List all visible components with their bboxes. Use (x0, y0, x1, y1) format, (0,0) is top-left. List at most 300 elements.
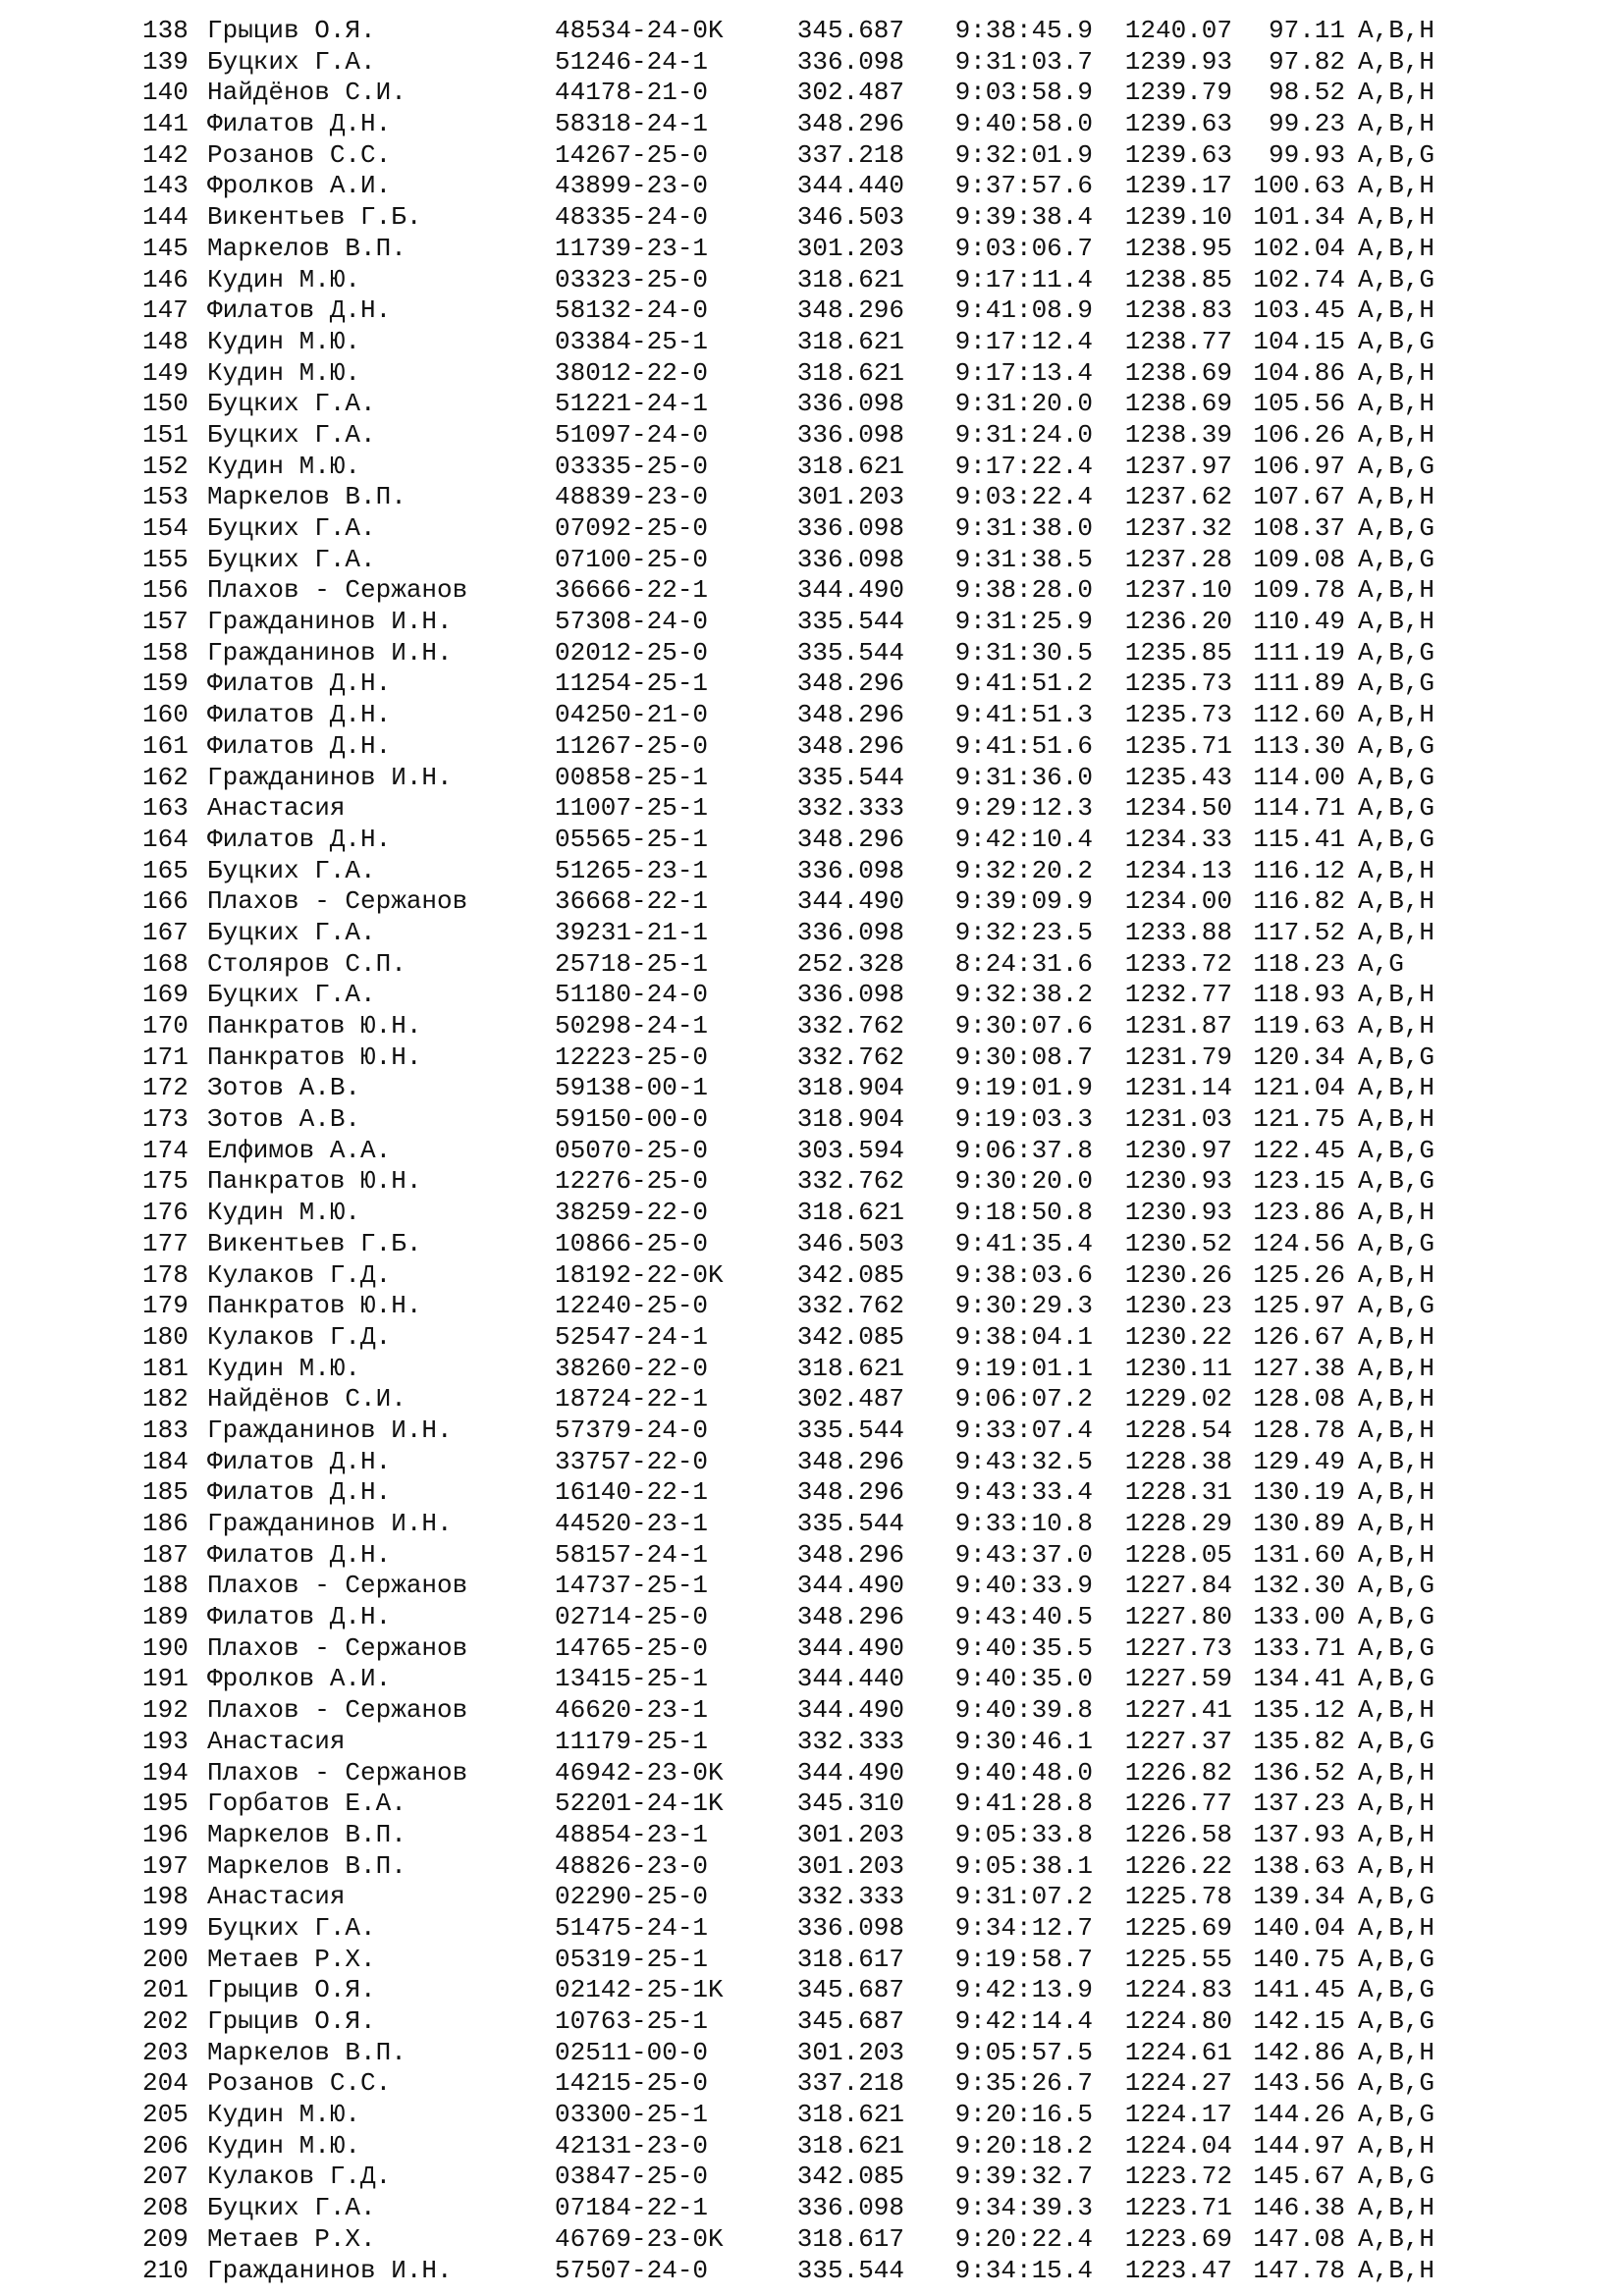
speed-cell: 1239.79 (1124, 78, 1232, 108)
distance-cell: 348.296 (796, 1446, 904, 1476)
distance-cell: 303.594 (796, 1135, 904, 1165)
ring-number-cell: 16140-22-1 (555, 1477, 709, 1508)
coefficient-cell: 121.75 (1253, 1104, 1345, 1135)
fancier-name-cell: Гражданинов И.Н. (207, 762, 453, 792)
distance-cell: 336.098 (796, 855, 904, 885)
distance-cell: 344.490 (796, 1632, 904, 1663)
speed-cell: 1224.17 (1124, 2100, 1232, 2130)
category-flags-cell: A,B,H (1358, 1819, 1435, 1849)
ring-number-cell: 43899-23-0 (555, 171, 709, 201)
fancier-name-cell: Плахов - Сержанов (207, 886, 468, 917)
distance-cell: 345.687 (796, 2006, 904, 2036)
distance-cell: 302.487 (796, 1384, 904, 1415)
place-cell: 178 (142, 1259, 189, 1290)
coefficient-cell: 102.04 (1253, 233, 1345, 263)
coefficient-cell: 109.78 (1253, 575, 1345, 606)
speed-cell: 1231.79 (1124, 1041, 1232, 1072)
coefficient-cell: 99.93 (1268, 139, 1345, 170)
place-cell: 181 (142, 1353, 189, 1383)
speed-cell: 1227.41 (1124, 1695, 1232, 1726)
arrival-time-cell: 9:39:09.9 (954, 886, 1093, 917)
category-flags-cell: A,B,H (1358, 2223, 1435, 2254)
category-flags-cell: A,B,H (1358, 1757, 1435, 1788)
arrival-time-cell: 9:17:22.4 (954, 451, 1093, 481)
speed-cell: 1227.73 (1124, 1632, 1232, 1663)
coefficient-cell: 138.63 (1253, 1850, 1345, 1881)
distance-cell: 348.296 (796, 668, 904, 699)
fancier-name-cell: Кулаков Г.Д. (207, 1321, 392, 1352)
speed-cell: 1239.63 (1124, 139, 1232, 170)
coefficient-cell: 115.41 (1253, 824, 1345, 854)
coefficient-cell: 125.97 (1253, 1291, 1345, 1321)
ring-number-cell: 02511-00-0 (555, 2037, 709, 2067)
ring-number-cell: 05070-25-0 (555, 1135, 709, 1165)
ring-number-cell: 51097-24-0 (555, 419, 709, 450)
place-cell: 153 (142, 482, 189, 512)
place-cell: 199 (142, 1912, 189, 1943)
category-flags-cell: A,B,H (1358, 1789, 1435, 1819)
coefficient-cell: 121.04 (1253, 1073, 1345, 1103)
fancier-name-cell: Кудин М.Ю. (207, 2130, 361, 2161)
fancier-name-cell: Викентьев Г.Б. (207, 202, 422, 233)
fancier-name-cell: Найдёнов С.И. (207, 78, 406, 108)
arrival-time-cell: 9:05:33.8 (954, 1819, 1093, 1849)
place-cell: 170 (142, 1011, 189, 1041)
speed-cell: 1230.97 (1124, 1135, 1232, 1165)
arrival-time-cell: 9:41:35.4 (954, 1228, 1093, 1258)
place-cell: 142 (142, 139, 189, 170)
fancier-name-cell: Кудин М.Ю. (207, 357, 361, 388)
coefficient-cell: 100.63 (1253, 171, 1345, 201)
coefficient-cell: 106.26 (1253, 419, 1345, 450)
ring-number-cell: 52201-24-1K (555, 1789, 724, 1819)
speed-cell: 1225.55 (1124, 1944, 1232, 1974)
ring-number-cell: 03300-25-1 (555, 2100, 709, 2130)
place-cell: 187 (142, 1539, 189, 1570)
category-flags-cell: A,B,G (1358, 264, 1435, 294)
category-flags-cell: A,B,H (1358, 2037, 1435, 2067)
distance-cell: 336.098 (796, 389, 904, 419)
coefficient-cell: 110.49 (1253, 607, 1345, 637)
speed-cell: 1228.54 (1124, 1415, 1232, 1445)
category-flags-cell: A,B,G (1358, 1726, 1435, 1756)
place-cell: 206 (142, 2130, 189, 2161)
speed-cell: 1232.77 (1124, 980, 1232, 1010)
speed-cell: 1238.83 (1124, 295, 1232, 326)
ring-number-cell: 46620-23-1 (555, 1695, 709, 1726)
distance-cell: 348.296 (796, 1602, 904, 1632)
place-cell: 168 (142, 948, 189, 979)
speed-cell: 1235.43 (1124, 762, 1232, 792)
place-cell: 143 (142, 171, 189, 201)
ring-number-cell: 11179-25-1 (555, 1726, 709, 1756)
coefficient-cell: 118.23 (1253, 948, 1345, 979)
ring-number-cell: 25718-25-1 (555, 948, 709, 979)
place-cell: 145 (142, 233, 189, 263)
place-cell: 197 (142, 1850, 189, 1881)
coefficient-cell: 128.78 (1253, 1415, 1345, 1445)
ring-number-cell: 52547-24-1 (555, 1321, 709, 1352)
speed-cell: 1225.69 (1124, 1912, 1232, 1943)
coefficient-cell: 139.34 (1253, 1882, 1345, 1912)
speed-cell: 1227.37 (1124, 1726, 1232, 1756)
speed-cell: 1234.00 (1124, 886, 1232, 917)
distance-cell: 337.218 (796, 2068, 904, 2099)
place-cell: 149 (142, 357, 189, 388)
category-flags-cell: A,B,G (1358, 762, 1435, 792)
ring-number-cell: 14215-25-0 (555, 2068, 709, 2099)
speed-cell: 1223.72 (1124, 2162, 1232, 2192)
ring-number-cell: 58318-24-1 (555, 109, 709, 139)
fancier-name-cell: Розанов С.С. (207, 2068, 392, 2099)
speed-cell: 1238.39 (1124, 419, 1232, 450)
distance-cell: 318.621 (796, 2100, 904, 2130)
fancier-name-cell: Маркелов В.П. (207, 1819, 406, 1849)
fancier-name-cell: Гражданинов И.Н. (207, 637, 453, 667)
ring-number-cell: 38260-22-0 (555, 1353, 709, 1383)
category-flags-cell: A,B,G (1358, 1882, 1435, 1912)
category-flags-cell: A,B,H (1358, 419, 1435, 450)
fancier-name-cell: Плахов - Сержанов (207, 1571, 468, 1601)
arrival-time-cell: 9:40:35.0 (954, 1664, 1093, 1694)
fancier-name-cell: Плахов - Сержанов (207, 1695, 468, 1726)
arrival-time-cell: 9:34:39.3 (954, 2193, 1093, 2223)
ring-number-cell: 33757-22-0 (555, 1446, 709, 1476)
place-cell: 147 (142, 295, 189, 326)
place-cell: 186 (142, 1509, 189, 1538)
category-flags-cell: A,B,H (1358, 1850, 1435, 1881)
coefficient-cell: 111.19 (1253, 637, 1345, 667)
coefficient-cell: 105.56 (1253, 389, 1345, 419)
arrival-time-cell: 9:41:51.2 (954, 668, 1093, 699)
place-cell: 196 (142, 1819, 189, 1849)
distance-cell: 318.617 (796, 1944, 904, 1974)
category-flags-cell: A,B,H (1358, 1539, 1435, 1570)
arrival-time-cell: 9:30:07.6 (954, 1011, 1093, 1041)
fancier-name-cell: Гражданинов И.Н. (207, 1509, 453, 1538)
place-cell: 144 (142, 202, 189, 233)
ring-number-cell: 11267-25-0 (555, 730, 709, 761)
speed-cell: 1239.93 (1124, 46, 1232, 77)
fancier-name-cell: Маркелов В.П. (207, 1850, 406, 1881)
speed-cell: 1230.93 (1124, 1166, 1232, 1197)
arrival-time-cell: 9:31:03.7 (954, 46, 1093, 77)
place-cell: 195 (142, 1789, 189, 1819)
distance-cell: 301.203 (796, 482, 904, 512)
fancier-name-cell: Грыцив О.Я. (207, 2006, 376, 2036)
distance-cell: 318.621 (796, 2130, 904, 2161)
ring-number-cell: 51221-24-1 (555, 389, 709, 419)
category-flags-cell: A,B,H (1358, 1104, 1435, 1135)
ring-number-cell: 07100-25-0 (555, 544, 709, 574)
distance-cell: 344.490 (796, 1571, 904, 1601)
ring-number-cell: 07092-25-0 (555, 513, 709, 543)
arrival-time-cell: 9:19:01.9 (954, 1073, 1093, 1103)
speed-cell: 1238.69 (1124, 357, 1232, 388)
speed-cell: 1231.14 (1124, 1073, 1232, 1103)
ring-number-cell: 48839-23-0 (555, 482, 709, 512)
speed-cell: 1228.31 (1124, 1477, 1232, 1508)
arrival-time-cell: 9:30:29.3 (954, 1291, 1093, 1321)
arrival-time-cell: 9:32:38.2 (954, 980, 1093, 1010)
place-cell: 191 (142, 1664, 189, 1694)
distance-cell: 335.544 (796, 637, 904, 667)
speed-cell: 1239.10 (1124, 202, 1232, 233)
category-flags-cell: A,G (1358, 948, 1404, 979)
speed-cell: 1224.80 (1124, 2006, 1232, 2036)
speed-cell: 1226.77 (1124, 1789, 1232, 1819)
fancier-name-cell: Горбатов Е.А. (207, 1789, 406, 1819)
coefficient-cell: 130.89 (1253, 1509, 1345, 1538)
speed-cell: 1237.28 (1124, 544, 1232, 574)
place-cell: 184 (142, 1446, 189, 1476)
category-flags-cell: A,B,H (1358, 2193, 1435, 2223)
speed-cell: 1224.61 (1124, 2037, 1232, 2067)
arrival-time-cell: 9:05:57.5 (954, 2037, 1093, 2067)
distance-cell: 318.621 (796, 1353, 904, 1383)
ring-number-cell: 05319-25-1 (555, 1944, 709, 1974)
fancier-name-cell: Кудин М.Ю. (207, 1353, 361, 1383)
distance-cell: 345.310 (796, 1789, 904, 1819)
place-cell: 139 (142, 46, 189, 77)
speed-cell: 1230.11 (1124, 1353, 1232, 1383)
coefficient-cell: 140.75 (1253, 1944, 1345, 1974)
ring-number-cell: 44520-23-1 (555, 1509, 709, 1538)
arrival-time-cell: 9:41:08.9 (954, 295, 1093, 326)
coefficient-cell: 131.60 (1253, 1539, 1345, 1570)
category-flags-cell: A,B,G (1358, 730, 1435, 761)
ring-number-cell: 02012-25-0 (555, 637, 709, 667)
fancier-name-cell: Викентьев Г.Б. (207, 1228, 422, 1258)
coefficient-cell: 125.26 (1253, 1259, 1345, 1290)
place-cell: 152 (142, 451, 189, 481)
speed-cell: 1234.33 (1124, 824, 1232, 854)
distance-cell: 301.203 (796, 1850, 904, 1881)
ring-number-cell: 38259-22-0 (555, 1198, 709, 1228)
category-flags-cell: A,B,H (1358, 1912, 1435, 1943)
speed-cell: 1223.71 (1124, 2193, 1232, 2223)
arrival-time-cell: 9:31:38.5 (954, 544, 1093, 574)
speed-cell: 1223.47 (1124, 2255, 1232, 2285)
speed-cell: 1224.27 (1124, 2068, 1232, 2099)
ring-number-cell: 51265-23-1 (555, 855, 709, 885)
distance-cell: 336.098 (796, 513, 904, 543)
arrival-time-cell: 9:31:25.9 (954, 607, 1093, 637)
speed-cell: 1233.72 (1124, 948, 1232, 979)
coefficient-cell: 116.12 (1253, 855, 1345, 885)
arrival-time-cell: 9:31:38.0 (954, 513, 1093, 543)
speed-cell: 1227.80 (1124, 1602, 1232, 1632)
fancier-name-cell: Анастасия (207, 1882, 346, 1912)
coefficient-cell: 97.82 (1268, 46, 1345, 77)
place-cell: 163 (142, 793, 189, 824)
place-cell: 189 (142, 1602, 189, 1632)
arrival-time-cell: 9:20:18.2 (954, 2130, 1093, 2161)
fancier-name-cell: Филатов Д.Н. (207, 295, 392, 326)
ring-number-cell: 12240-25-0 (555, 1291, 709, 1321)
category-flags-cell: A,B,H (1358, 1384, 1435, 1415)
category-flags-cell: A,B,H (1358, 575, 1435, 606)
speed-cell: 1230.93 (1124, 1198, 1232, 1228)
arrival-time-cell: 9:38:04.1 (954, 1321, 1093, 1352)
arrival-time-cell: 9:40:35.5 (954, 1632, 1093, 1663)
fancier-name-cell: Буцких Г.А. (207, 917, 376, 947)
category-flags-cell: A,B,G (1358, 326, 1435, 356)
fancier-name-cell: Грыцив О.Я. (207, 16, 376, 45)
place-cell: 159 (142, 668, 189, 699)
ring-number-cell: 11739-23-1 (555, 233, 709, 263)
fancier-name-cell: Буцких Г.А. (207, 544, 376, 574)
arrival-time-cell: 9:30:20.0 (954, 1166, 1093, 1197)
place-cell: 185 (142, 1477, 189, 1508)
arrival-time-cell: 9:42:10.4 (954, 824, 1093, 854)
category-flags-cell: A,B,G (1358, 1571, 1435, 1601)
ring-number-cell: 14765-25-0 (555, 1632, 709, 1663)
speed-cell: 1234.13 (1124, 855, 1232, 885)
coefficient-cell: 145.67 (1253, 2162, 1345, 2192)
fancier-name-cell: Кудин М.Ю. (207, 264, 361, 294)
category-flags-cell: A,B,H (1358, 607, 1435, 637)
ring-number-cell: 44178-21-0 (555, 78, 709, 108)
arrival-time-cell: 9:32:23.5 (954, 917, 1093, 947)
arrival-time-cell: 9:20:16.5 (954, 2100, 1093, 2130)
ring-number-cell: 42131-23-0 (555, 2130, 709, 2161)
category-flags-cell: A,B,H (1358, 1198, 1435, 1228)
category-flags-cell: A,B,G (1358, 1602, 1435, 1632)
coefficient-cell: 135.12 (1253, 1695, 1345, 1726)
fancier-name-cell: Филатов Д.Н. (207, 109, 392, 139)
distance-cell: 332.333 (796, 1882, 904, 1912)
arrival-time-cell: 9:17:12.4 (954, 326, 1093, 356)
category-flags-cell: A,B,G (1358, 2100, 1435, 2130)
ring-number-cell: 14737-25-1 (555, 1571, 709, 1601)
ring-number-cell: 04250-21-0 (555, 700, 709, 730)
category-flags-cell: A,B,G (1358, 1041, 1435, 1072)
category-flags-cell: A,B,G (1358, 1135, 1435, 1165)
category-flags-cell: A,B,H (1358, 1011, 1435, 1041)
coefficient-cell: 117.52 (1253, 917, 1345, 947)
ring-number-cell: 38012-22-0 (555, 357, 709, 388)
fancier-name-cell: Гражданинов И.Н. (207, 607, 453, 637)
distance-cell: 344.440 (796, 171, 904, 201)
ring-number-cell: 14267-25-0 (555, 139, 709, 170)
distance-cell: 332.762 (796, 1041, 904, 1072)
arrival-time-cell: 9:38:03.6 (954, 1259, 1093, 1290)
ring-number-cell: 36666-22-1 (555, 575, 709, 606)
category-flags-cell: A,B,G (1358, 1664, 1435, 1694)
arrival-time-cell: 9:42:13.9 (954, 1975, 1093, 2005)
coefficient-cell: 120.34 (1253, 1041, 1345, 1072)
distance-cell: 348.296 (796, 730, 904, 761)
arrival-time-cell: 9:17:13.4 (954, 357, 1093, 388)
category-flags-cell: A,B,H (1358, 855, 1435, 885)
speed-cell: 1233.88 (1124, 917, 1232, 947)
place-cell: 160 (142, 700, 189, 730)
category-flags-cell: A,B,H (1358, 1353, 1435, 1383)
place-cell: 171 (142, 1041, 189, 1072)
distance-cell: 344.490 (796, 575, 904, 606)
coefficient-cell: 108.37 (1253, 513, 1345, 543)
distance-cell: 344.490 (796, 886, 904, 917)
distance-cell: 348.296 (796, 700, 904, 730)
distance-cell: 301.203 (796, 2037, 904, 2067)
distance-cell: 342.085 (796, 1259, 904, 1290)
speed-cell: 1227.59 (1124, 1664, 1232, 1694)
distance-cell: 332.333 (796, 1726, 904, 1756)
coefficient-cell: 123.15 (1253, 1166, 1345, 1197)
arrival-time-cell: 9:38:45.9 (954, 16, 1093, 45)
fancier-name-cell: Буцких Г.А. (207, 855, 376, 885)
category-flags-cell: A,B,G (1358, 1228, 1435, 1258)
category-flags-cell: A,B,G (1358, 544, 1435, 574)
distance-cell: 342.085 (796, 1321, 904, 1352)
arrival-time-cell: 9:37:57.6 (954, 171, 1093, 201)
distance-cell: 318.617 (796, 2223, 904, 2254)
place-cell: 173 (142, 1104, 189, 1135)
arrival-time-cell: 9:29:12.3 (954, 793, 1093, 824)
fancier-name-cell: Кудин М.Ю. (207, 1198, 361, 1228)
fancier-name-cell: Филатов Д.Н. (207, 730, 392, 761)
arrival-time-cell: 9:43:32.5 (954, 1446, 1093, 1476)
distance-cell: 344.490 (796, 1695, 904, 1726)
distance-cell: 318.904 (796, 1104, 904, 1135)
ring-number-cell: 03384-25-1 (555, 326, 709, 356)
distance-cell: 318.621 (796, 357, 904, 388)
category-flags-cell: A,B,H (1358, 295, 1435, 326)
ring-number-cell: 36668-22-1 (555, 886, 709, 917)
speed-cell: 1231.87 (1124, 1011, 1232, 1041)
fancier-name-cell: Кулаков Г.Д. (207, 1259, 392, 1290)
coefficient-cell: 101.34 (1253, 202, 1345, 233)
arrival-time-cell: 9:06:37.8 (954, 1135, 1093, 1165)
coefficient-cell: 124.56 (1253, 1228, 1345, 1258)
speed-cell: 1231.03 (1124, 1104, 1232, 1135)
fancier-name-cell: Метаев Р.Х. (207, 2223, 376, 2254)
category-flags-cell: A,B,H (1358, 980, 1435, 1010)
ring-number-cell: 58157-24-1 (555, 1539, 709, 1570)
arrival-time-cell: 9:19:58.7 (954, 1944, 1093, 1974)
fancier-name-cell: Фролков А.И. (207, 171, 392, 201)
place-cell: 188 (142, 1571, 189, 1601)
fancier-name-cell: Панкратов Ю.Н. (207, 1166, 422, 1197)
speed-cell: 1235.73 (1124, 668, 1232, 699)
distance-cell: 336.098 (796, 917, 904, 947)
category-flags-cell: A,B,H (1358, 202, 1435, 233)
arrival-time-cell: 9:05:38.1 (954, 1850, 1093, 1881)
fancier-name-cell: Буцких Г.А. (207, 389, 376, 419)
place-cell: 169 (142, 980, 189, 1010)
distance-cell: 318.621 (796, 264, 904, 294)
coefficient-cell: 140.04 (1253, 1912, 1345, 1943)
arrival-time-cell: 9:03:06.7 (954, 233, 1093, 263)
speed-cell: 1225.78 (1124, 1882, 1232, 1912)
coefficient-cell: 104.15 (1253, 326, 1345, 356)
place-cell: 194 (142, 1757, 189, 1788)
fancier-name-cell: Панкратов Ю.Н. (207, 1041, 422, 1072)
speed-cell: 1224.04 (1124, 2130, 1232, 2161)
ring-number-cell: 59150-00-0 (555, 1104, 709, 1135)
speed-cell: 1235.85 (1124, 637, 1232, 667)
arrival-time-cell: 9:31:07.2 (954, 1882, 1093, 1912)
arrival-time-cell: 9:20:22.4 (954, 2223, 1093, 2254)
arrival-time-cell: 9:03:58.9 (954, 78, 1093, 108)
category-flags-cell: A,B,H (1358, 2130, 1435, 2161)
arrival-time-cell: 9:32:01.9 (954, 139, 1093, 170)
speed-cell: 1226.22 (1124, 1850, 1232, 1881)
category-flags-cell: A,B,H (1358, 1695, 1435, 1726)
place-cell: 138 (142, 16, 189, 45)
speed-cell: 1238.69 (1124, 389, 1232, 419)
